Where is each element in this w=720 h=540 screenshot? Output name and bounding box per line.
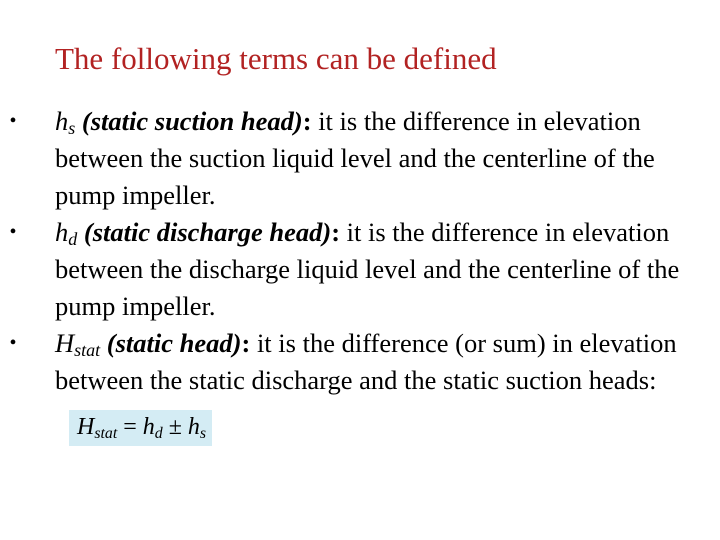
term-symbol-subscript: stat — [74, 339, 101, 360]
term-name: (static suction head) — [81, 106, 303, 136]
formula-lhs — [77, 414, 117, 440]
term-colon: : — [302, 106, 312, 136]
definitions-list — [0, 103, 720, 446]
bullet-icon: • — [9, 221, 17, 243]
term-symbol — [55, 217, 77, 247]
term-symbol-base: h — [55, 217, 69, 247]
formula-lhs-symbol: H — [77, 414, 95, 440]
definition-item-static-head — [0, 325, 720, 446]
term-name: (static head) — [106, 328, 242, 358]
formula-term1-subscript: d — [154, 424, 163, 442]
definition-item-suction-head — [0, 103, 720, 214]
term-colon: : — [241, 328, 251, 358]
bullet-icon: • — [9, 110, 17, 132]
term-symbol-base: h — [55, 106, 69, 136]
term-symbol-subscript: s — [68, 117, 76, 138]
formula-term1 — [143, 414, 163, 440]
term-definition: it is the difference in elevation between the discharge liquid level and the centerline of the pump impeller. — [55, 217, 680, 321]
bullet-icon: • — [9, 332, 17, 354]
slide-title: The following terms can be defined — [55, 41, 497, 76]
static-head-formula — [69, 410, 212, 446]
term-definition: it is the difference in elevation between the suction liquid level and the centerline of the pump impeller. — [55, 106, 655, 210]
formula-term2-subscript: s — [199, 424, 207, 442]
term-definition: it is the difference (or sum) in elevation between the static discharge and the static suction heads: — [55, 328, 677, 395]
term-colon: : — [331, 217, 341, 247]
definition-item-discharge-head — [0, 214, 720, 325]
formula-term2 — [188, 414, 206, 440]
term-symbol — [55, 106, 75, 136]
term-symbol-subscript: d — [68, 228, 78, 249]
formula-term1-symbol: h — [142, 414, 155, 440]
formula-term2-symbol: h — [187, 414, 200, 440]
term-name: (static discharge head) — [83, 217, 332, 247]
formula-plus-minus: ± — [168, 414, 182, 440]
formula-lhs-subscript: stat — [94, 424, 118, 442]
term-symbol — [55, 328, 100, 358]
formula-equals: = — [123, 414, 137, 440]
term-symbol-base: H — [55, 328, 75, 358]
